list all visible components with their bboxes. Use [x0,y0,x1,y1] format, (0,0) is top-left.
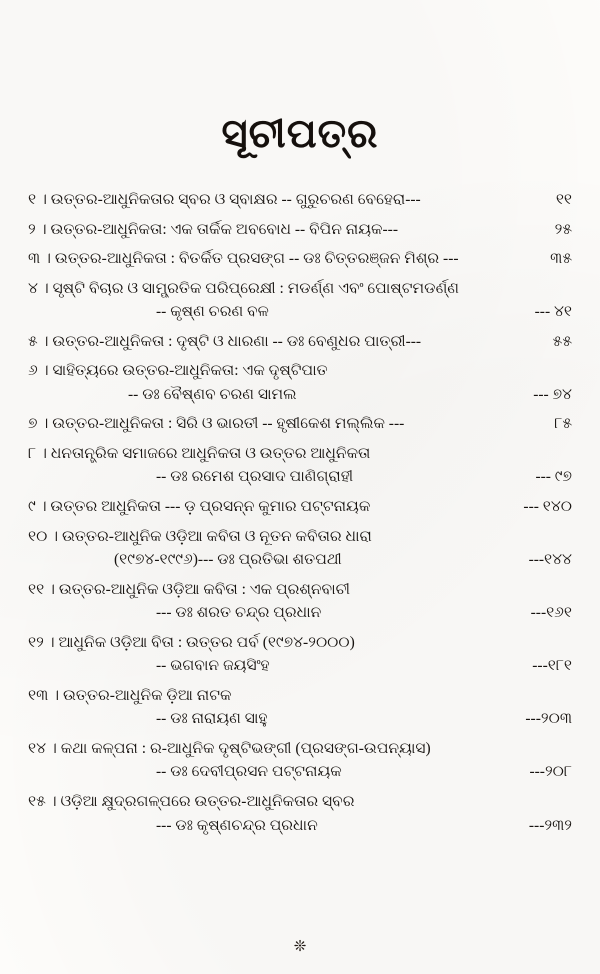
toc-page-number: ---୨୦୩ [525,710,572,728]
toc-entry-text: ୫ । ଉତ୍ତର-ଆଧୁନିକତା : ଦୃଷ୍ଟି ଓ ଧାରଣା -- ଡଃ ବେଣୁଧର ପାତ୍ରୀ--- [28,332,422,350]
toc-page-number: --- ୭୪ [533,385,572,403]
toc-entry-line [28,412,572,436]
toc-entry[interactable] [28,277,572,324]
toc-entry-line [28,383,572,407]
toc-entry-text: ୭ । ଉତ୍ତର-ଆଧୁନିକତା : ସିରି ଓ ଭାରତୀ -- ହୃଷୀକେଶ ମଲ୍ଲିକ --- [28,415,405,433]
toc-entry-line [28,359,572,383]
toc-entry[interactable] [28,188,572,212]
toc-entry-line [28,601,572,625]
toc-entry-line [28,737,572,761]
toc-entry-line [28,188,572,212]
toc-entry-line [28,707,572,731]
toc-entry-line [28,790,572,814]
toc-entry[interactable] [28,525,572,572]
toc-entry[interactable] [28,247,572,271]
toc-entry-line [28,684,572,708]
toc-page-number: ୩୫ [550,250,572,268]
toc-page-number: ୨୫ [554,220,572,238]
toc-entry-text: --- ଡଃ କୃଷ୍ଣଚନ୍ଦ୍ର ପ୍ରଧାନ [156,816,318,834]
toc-entry-text: -- କୃଷ୍ଣ ଚରଣ ବଳ [156,303,269,321]
toc-entry-line [28,814,572,838]
toc-entry-line [28,760,572,784]
toc-page-number: ୮୫ [554,415,572,433]
toc-entry-text: ୧୫ । ଓଡ଼ିଆ କ୍ଷୁଦ୍ରଗଳ୍ପରେ ଉତ୍ତର-ଆଧୁନିକତାର ସ୍ବର [28,793,355,811]
toc-entry-line [28,548,572,572]
toc-page-number: ---୧୬୧ [530,604,572,622]
toc-entry-line [28,631,572,655]
footer-ornament: ❊ [293,939,307,955]
toc-entry[interactable] [28,578,572,625]
table-of-contents [28,188,572,837]
toc-entry-text: ୨ । ଉତ୍ତର-ଆଧୁନିକତା: ଏକ ତାର୍କିକ ଅବବୋଧ -- ବିପିନ ନାୟକ--- [28,220,398,238]
toc-entry-line [28,247,572,271]
toc-entry-line [28,525,572,549]
toc-entry[interactable] [28,737,572,784]
toc-entry-text: ୪ । ସୃଷ୍ଟି ବିଚାର ଓ ସାମ୍ପ୍ରତିକ ପରିପ୍ରେକ୍ଷୀ : ମଡର୍ଣ୍ଣ ଏବଂ ପୋଷ୍ଟମଡର୍ଣ୍ଣ [28,279,460,297]
toc-page-number: ---୨୦୮ [529,763,572,781]
toc-page-number: ---୧୮୧ [532,657,572,675]
toc-entry[interactable] [28,359,572,406]
toc-entry-line [28,578,572,602]
toc-entry-line [28,465,572,489]
toc-entry-line [28,277,572,301]
toc-entry-text: ୧ । ଉତ୍ତର-ଆଧୁନିକତାର ସ୍ବର ଓ ସ୍ବାକ୍ଷର -- ଗୁରୁଚରଣ ବେହେରା--- [28,191,421,208]
toc-entry-line [28,218,572,242]
toc-entry-text: ୯ । ଉତ୍ତର ଆଧୁନିକତା --- ଡ଼ ପ୍ରସନ୍ନ କୁମାର ପଟ୍ଟନାୟକ [28,498,371,516]
toc-page-number: ---୨୩୨ [528,816,572,834]
toc-entry-line [28,300,572,324]
toc-entry-text: ୮ । ଧନତାନ୍ତ୍ରିକ ସମାଜରେ ଆଧୁନିକତା ଓ ଉତ୍ତର ଆଧୁନିକତା [28,444,371,462]
toc-entry[interactable] [28,330,572,354]
toc-entry-text: -- ଡଃ ଦେବୀପ୍ରସନ ପଟ୍ଟନାୟକ [156,763,342,781]
toc-entry-text: (୧୯୭୪-୧୯୯୬)--- ଡଃ ପ୍ରତିଭା ଶତପଥୀ [114,551,342,569]
page-title: ସୂଚୀପତ୍ର [221,111,379,156]
toc-entry-text: ୧୧ । ଉତ୍ତର-ଆଧୁନିକ ଓଡ଼ିଆ କବିତା : ଏକ ପ୍ରଶ୍ନବାଚୀ [28,580,351,598]
toc-entry-line [28,654,572,678]
toc-page-number: --- ୧୪୦ [523,498,572,516]
toc-entry[interactable] [28,442,572,489]
toc-entry-line [28,442,572,466]
toc-entry-text: --- ଡଃ ଶରତ ଚନ୍ଦ୍ର ପ୍ରଧାନ [156,604,322,622]
toc-entry-line [28,330,572,354]
toc-page-number: ୧୧ [555,191,572,208]
toc-page-number: ---୧୪୪ [528,551,572,569]
toc-page-number: --- ୪୧ [534,303,572,321]
toc-entry[interactable] [28,412,572,436]
toc-entry-text: ୧୨ । ଆଧୁନିକ ଓଡ଼ିଆ ବିତା : ଉତ୍ତର ପର୍ବ (୧୯୭୪-୨୦୦୦) [28,633,355,651]
toc-entry-text: ୧୦ । ଉତ୍ତର-ଆଧୁନିକ ଓଡ଼ିଆ କବିତା ଓ ନୂତନ କବିତାର ଧାରା [28,527,372,545]
toc-entry-text: -- ଭଗବାନ ଜୟସିଂହ [156,657,270,675]
toc-page-number: --- ୯୭ [535,468,572,486]
toc-entry-text: ୧୩ । ଉତ୍ତର-ଆଧୁନିକ ଡ଼ିଆ ନାଟକ [28,686,232,704]
toc-entry-line [28,495,572,519]
toc-entry-text: -- ଡଃ ରମେଶ ପ୍ରସାଦ ପାଣିଗ୍ରାହୀ [156,468,354,486]
toc-entry-text: ୧୪ । କଥା କଳ୍ପନା : ର-ଆଧୁନିକ ଦୃଷ୍ଟିଭଙ୍ଗୀ (ପ୍ରସଙ୍ଗ-ଉପନ୍ୟାସ) [28,739,431,757]
toc-entry[interactable] [28,684,572,731]
toc-entry-text: ୬ । ସାହିତ୍ୟରେ ଉତ୍ତର-ଆଧୁନିକତା: ଏକ ଦୃଷ୍ଟିପାତ [28,362,328,380]
toc-entry-text: -- ଡଃ ବୈଷ୍ଣବ ଚରଣ ସାମଲ [128,385,297,403]
toc-entry-text: -- ଡଃ ନାରାୟଣ ସାହୁ [156,710,268,728]
toc-entry[interactable] [28,218,572,242]
toc-entry[interactable] [28,495,572,519]
toc-entry-text: ୩ । ଉତ୍ତର-ଆଧୁନିକତା : ବିତର୍କିତ ପ୍ରସଙ୍ଗ -- ଡଃ ଚିତ୍ତରଞ୍ଜନ ମିଶ୍ର --- [28,250,459,268]
toc-entry[interactable] [28,790,572,837]
toc-page-number: ୫୫ [552,332,572,350]
toc-entry[interactable] [28,631,572,678]
